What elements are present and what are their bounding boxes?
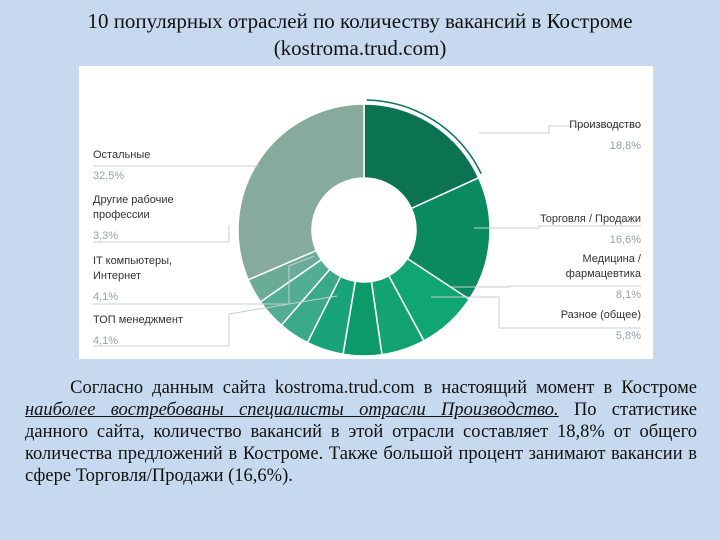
chart-panel xyxy=(79,66,653,359)
slice-value-label: 3,3% xyxy=(93,230,119,242)
slice-value-label: 8,1% xyxy=(615,289,641,301)
slice-label: ТОП менеджмент xyxy=(93,314,183,326)
slice-label: Торговля / Продажи xyxy=(539,213,641,225)
slice-value-label: 32,5% xyxy=(93,170,125,182)
slice-value-label: 5,8% xyxy=(615,330,641,342)
title-line-2: (kostroma.trud.com) xyxy=(273,36,447,60)
leader-line xyxy=(451,286,641,287)
slice-label: Интернет xyxy=(93,270,141,282)
slice-value-label: 16,6% xyxy=(609,234,641,246)
leader-line xyxy=(474,226,641,228)
slice-label: Медицина / xyxy=(582,253,641,265)
donut-slices xyxy=(238,100,490,356)
slice-label: фармацевтика xyxy=(565,268,641,280)
paragraph-emphasis: наиболее востребованы специалисты отрасли Производство. xyxy=(25,400,559,420)
slice-label: Разное (общее) xyxy=(560,309,641,321)
donut-slice-остальные xyxy=(238,104,364,280)
description-paragraph xyxy=(25,377,697,487)
title-line-1: 10 популярных отраслей по количеству вакансий в Костроме xyxy=(87,9,633,33)
slice-value-label: 18,8% xyxy=(609,140,641,152)
slice-label: IT компьютеры, xyxy=(93,255,173,267)
slice-label: Другие рабочие xyxy=(93,194,174,206)
slice-label: профессии xyxy=(93,209,150,221)
paragraph-text-2: По статистике данного сайта, количество вакансий в этой отрасли составляет 18,8% от общего количества предложений в Костроме. Также большой процент занимают вакансии в сфере Торговля/Продажи (16,6%). xyxy=(25,400,697,486)
slice-value-label: 4,1% xyxy=(93,291,119,303)
slice-label: Производство xyxy=(569,119,641,131)
paragraph-text-1: Согласно данным сайта kostroma.trud.com в настоящий момент в Костроме xyxy=(70,378,698,398)
donut-chart xyxy=(79,66,653,359)
slice-label: Остальные xyxy=(93,149,151,161)
page-title xyxy=(0,8,720,62)
slice-value-label: 4,1% xyxy=(93,335,119,347)
